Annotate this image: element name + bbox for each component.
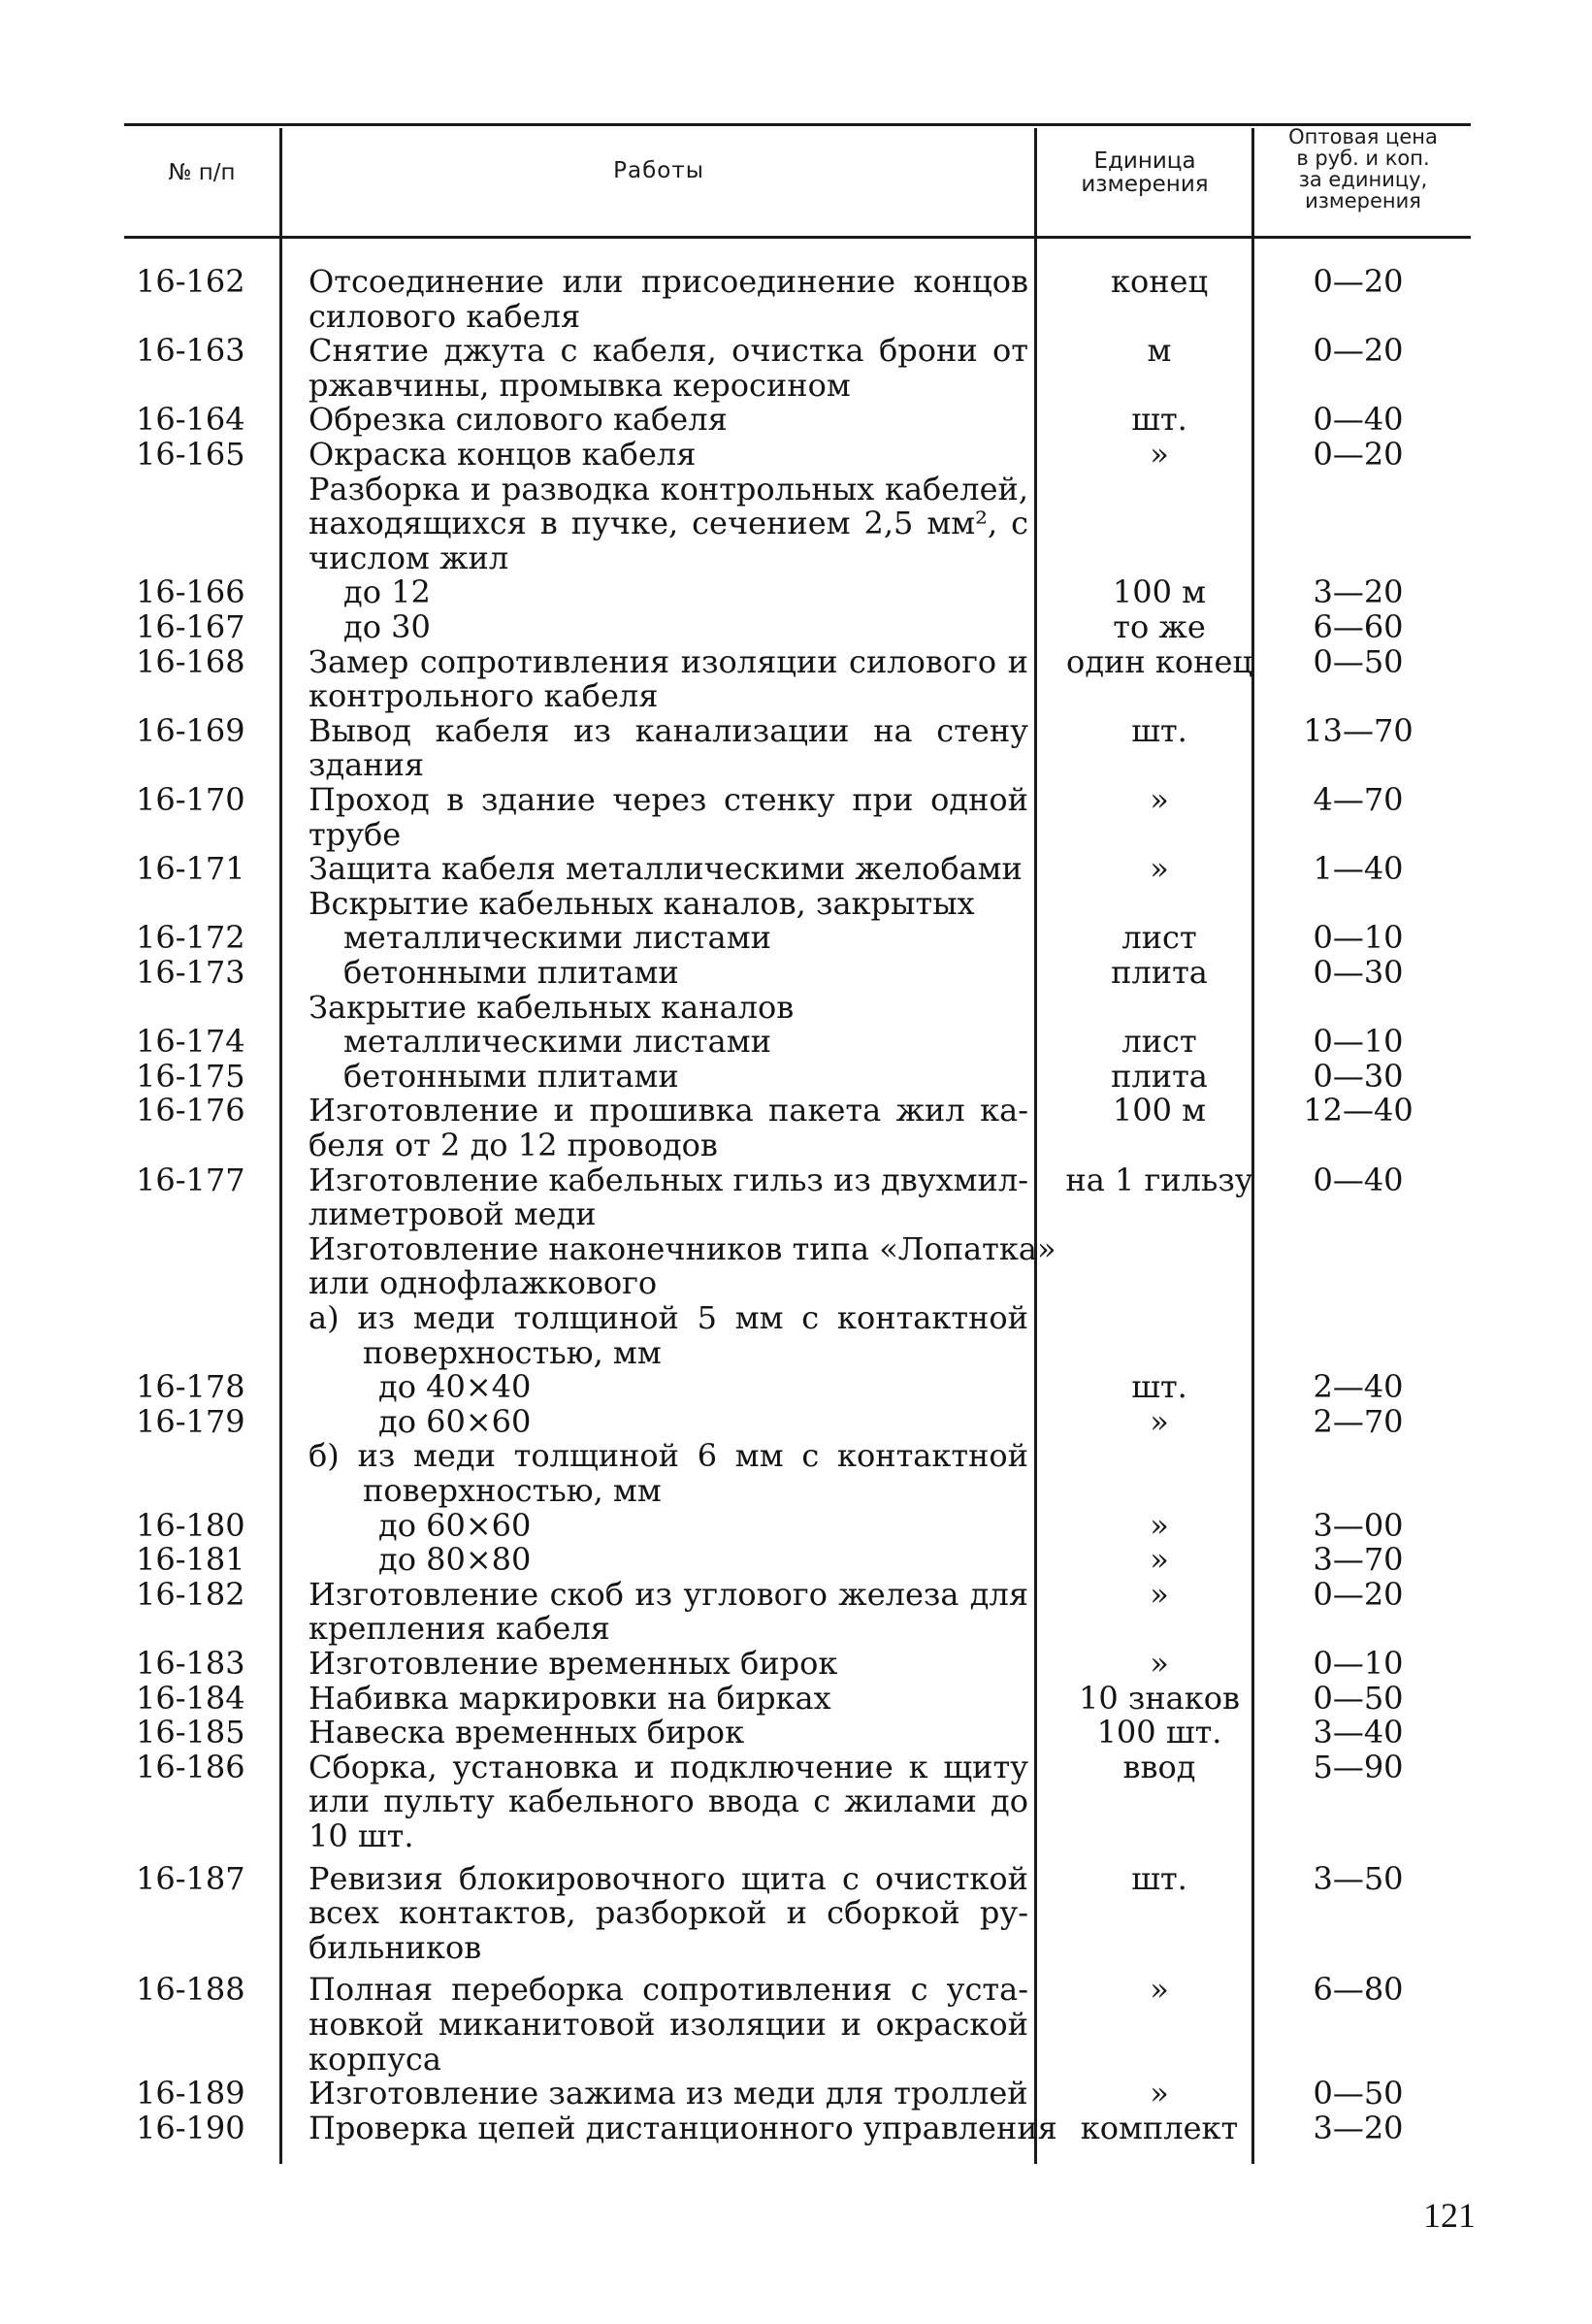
row-work-text: Снятие джута с кабеля, очистка брони от (309, 332, 1028, 369)
row-number: 16-172 (136, 919, 245, 956)
row-work-text: Вскрытие кабельных каналов, закрытых (309, 885, 975, 922)
row-number: 16-165 (136, 436, 245, 473)
row-work-text: до 30 (343, 608, 431, 645)
row-unit: плита (1111, 954, 1208, 991)
row-price: 6—80 (1313, 1971, 1404, 2008)
row-work-text: или пульту кабельного ввода с жилами до (309, 1783, 1028, 1819)
row-unit: » (1150, 850, 1169, 887)
row-number: 16-175 (136, 1058, 245, 1095)
row-number: 16-187 (136, 1860, 245, 1897)
row-work-text: Проход в здание через стенку при одной (309, 781, 1028, 818)
row-number: 16-176 (136, 1092, 245, 1129)
row-unit: 100 м (1112, 573, 1207, 610)
row-number: 16-189 (136, 2075, 245, 2111)
row-price: 3—50 (1313, 1860, 1404, 1897)
header-num-label: № п/п (168, 160, 236, 185)
row-work-text: корпуса (309, 2041, 441, 2078)
row-number: 16-188 (136, 1971, 245, 2008)
row-work-text: поверхностью, мм (363, 1472, 662, 1509)
page-number: 121 (1423, 2196, 1476, 2235)
row-number: 16-190 (136, 2110, 245, 2146)
row-price: 0—20 (1313, 436, 1404, 473)
row-work-text: ржавчины, промывка керосином (309, 367, 851, 404)
row-work-text: до 80×80 (378, 1541, 532, 1578)
row-price: 0—10 (1313, 1023, 1404, 1060)
row-work-text: Защита кабеля металлическими желобами (309, 850, 1023, 887)
row-work-text: числом жил (309, 540, 509, 576)
row-work-text: здания (309, 746, 425, 783)
row-work-text: до 12 (343, 573, 431, 610)
row-unit: » (1150, 1507, 1169, 1544)
row-unit: шт. (1131, 1368, 1187, 1405)
row-number: 16-167 (136, 608, 245, 645)
row-unit: то же (1113, 608, 1206, 645)
row-price: 0—40 (1313, 401, 1404, 438)
row-number: 16-171 (136, 850, 245, 887)
header-price-line4: измерения (1305, 189, 1421, 213)
row-work-text: Разборка и разводка контрольных кабелей, (309, 471, 1028, 507)
row-number: 16-174 (136, 1023, 245, 1060)
row-price: 2—40 (1313, 1368, 1404, 1405)
row-price: 0—30 (1313, 1058, 1404, 1095)
row-work-text: всех контактов, разборкой и сборкой ру- (309, 1894, 1028, 1931)
row-work-text: Изготовление скоб из углового железа для (309, 1576, 1028, 1613)
row-price: 2—70 (1313, 1403, 1404, 1440)
row-work-text: бетонными плитами (343, 954, 679, 991)
row-work-text: Сборка, установка и подключение к щиту (309, 1749, 1028, 1785)
row-price: 4—70 (1313, 781, 1404, 818)
header-unit-line1: Единица (1093, 148, 1196, 174)
row-unit: » (1150, 1971, 1169, 2008)
row-work-text: Проверка цепей дистанционного управления (309, 2110, 1057, 2146)
row-unit: на 1 гильзу (1065, 1162, 1253, 1198)
row-work-text: Набивка маркировки на бирках (309, 1680, 831, 1717)
row-price: 3—40 (1313, 1714, 1404, 1751)
row-price: 0—40 (1313, 1162, 1404, 1198)
row-price: 12—40 (1303, 1092, 1413, 1129)
row-unit: шт. (1131, 712, 1187, 749)
row-unit: » (1150, 781, 1169, 818)
row-work-text: крепления кабеля (309, 1610, 610, 1647)
row-work-text: Замер сопротивления изоляции силового и (309, 643, 1028, 680)
row-work-text: до 40×40 (378, 1368, 532, 1405)
row-price: 0—10 (1313, 1645, 1404, 1682)
row-work-text: силового кабеля (309, 298, 581, 335)
row-unit: » (1150, 1403, 1169, 1440)
row-unit: ввод (1122, 1749, 1196, 1785)
row-work-text: контрольного кабеля (309, 677, 659, 714)
row-unit: » (1150, 1576, 1169, 1613)
row-work-text: Навеска временных бирок (309, 1714, 745, 1751)
row-unit: плита (1111, 1058, 1208, 1095)
row-unit: шт. (1131, 401, 1187, 438)
row-number: 16-169 (136, 712, 245, 749)
row-work-text: Изготовление наконечников типа «Лопатка» (309, 1230, 1056, 1267)
row-price: 3—20 (1313, 2110, 1404, 2146)
row-work-text: б) из меди толщиной 6 мм с контактной (309, 1437, 1028, 1474)
row-price: 1—40 (1313, 850, 1404, 887)
header-price-line2: в руб. и коп. (1296, 147, 1430, 170)
row-unit: шт. (1131, 1860, 1187, 1897)
row-work-text: бетонными плитами (343, 1058, 679, 1095)
row-unit: лист (1121, 919, 1197, 956)
row-work-text: поверхностью, мм (363, 1334, 662, 1371)
row-unit: » (1150, 1645, 1169, 1682)
row-work-text: находящихся в пучке, сечением 2,5 мм², с (309, 505, 1028, 541)
row-work-text: трубе (309, 816, 402, 853)
row-unit: » (1150, 1541, 1169, 1578)
row-work-text: Окраска концов кабеля (309, 436, 697, 473)
row-work-text: металлическими листами (343, 919, 771, 956)
row-price: 3—70 (1313, 1541, 1404, 1578)
row-unit: 10 знаков (1078, 1680, 1241, 1717)
row-number: 16-164 (136, 401, 245, 438)
row-work-text: Закрытие кабельных каналов (309, 989, 795, 1026)
row-price: 0—10 (1313, 919, 1404, 956)
row-number: 16-178 (136, 1368, 245, 1405)
row-unit: м (1147, 332, 1172, 369)
row-number: 16-163 (136, 332, 245, 369)
row-price: 0—30 (1313, 954, 1404, 991)
row-work-text: Изготовление и прошивка пакета жил ка- (309, 1092, 1028, 1129)
row-price: 3—20 (1313, 573, 1404, 610)
row-number: 16-173 (136, 954, 245, 991)
row-work-text: Изготовление временных бирок (309, 1645, 838, 1682)
row-number: 16-182 (136, 1576, 245, 1613)
row-number: 16-177 (136, 1162, 245, 1198)
header-work-label: Работы (613, 158, 704, 183)
header-unit-line2: измерения (1081, 172, 1209, 197)
row-price: 0—50 (1313, 643, 1404, 680)
row-unit: комплект (1080, 2110, 1239, 2146)
row-work-text: Ревизия блокировочного щита с очисткой (309, 1860, 1028, 1897)
row-price: 3—00 (1313, 1507, 1404, 1544)
row-price: 0—50 (1313, 1680, 1404, 1717)
row-price: 5—90 (1313, 1749, 1404, 1785)
row-work-text: бильников (309, 1929, 482, 1966)
row-unit: » (1150, 2075, 1169, 2111)
row-price: 13—70 (1303, 712, 1413, 749)
row-number: 16-170 (136, 781, 245, 818)
row-work-text: металлическими листами (343, 1023, 771, 1060)
row-unit: конец (1110, 263, 1209, 300)
row-work-text: Полная переборка сопротивления с уста- (309, 1971, 1028, 2008)
row-number: 16-185 (136, 1714, 245, 1751)
row-number: 16-180 (136, 1507, 245, 1544)
row-price: 0—20 (1313, 332, 1404, 369)
row-number: 16-168 (136, 643, 245, 680)
row-work-text: 10 шт. (309, 1817, 414, 1854)
row-number: 16-162 (136, 263, 245, 300)
row-unit: лист (1121, 1023, 1197, 1060)
row-work-text: до 60×60 (378, 1403, 532, 1440)
row-work-text: или однофлажкового (309, 1264, 658, 1301)
row-work-text: Изготовление кабельных гильз из двухмил- (309, 1162, 1028, 1198)
row-work-text: до 60×60 (378, 1507, 532, 1544)
row-work-text: лиметровой меди (309, 1195, 597, 1232)
row-work-text: Отсоединение или присоединение концов (309, 263, 1028, 300)
header-price-line1: Оптовая цена (1288, 125, 1438, 148)
row-work-text: новкой миканитовой изоляции и окраской (309, 2006, 1028, 2043)
row-work-text: Обрезка силового кабеля (309, 401, 728, 438)
row-unit: 100 м (1112, 1092, 1207, 1129)
row-unit: 100 шт. (1096, 1714, 1222, 1751)
row-price: 0—50 (1313, 2075, 1404, 2111)
row-work-text: Вывод кабеля из канализации на стену (309, 712, 1028, 749)
row-price: 0—20 (1313, 1576, 1404, 1613)
row-number: 16-179 (136, 1403, 245, 1440)
row-work-text: Изготовление зажима из меди для троллей (309, 2075, 1028, 2111)
row-number: 16-181 (136, 1541, 245, 1578)
row-work-text: а) из меди толщиной 5 мм с контактной (309, 1299, 1028, 1336)
row-unit: один конец (1066, 643, 1252, 680)
row-unit: » (1150, 436, 1169, 473)
row-number: 16-166 (136, 573, 245, 610)
row-number: 16-184 (136, 1680, 245, 1717)
row-number: 16-183 (136, 1645, 245, 1682)
header-price-line3: за единицу, (1298, 168, 1428, 191)
row-price: 0—20 (1313, 263, 1404, 300)
row-work-text: беля от 2 до 12 проводов (309, 1127, 718, 1163)
row-number: 16-186 (136, 1749, 245, 1785)
row-price: 6—60 (1313, 608, 1404, 645)
